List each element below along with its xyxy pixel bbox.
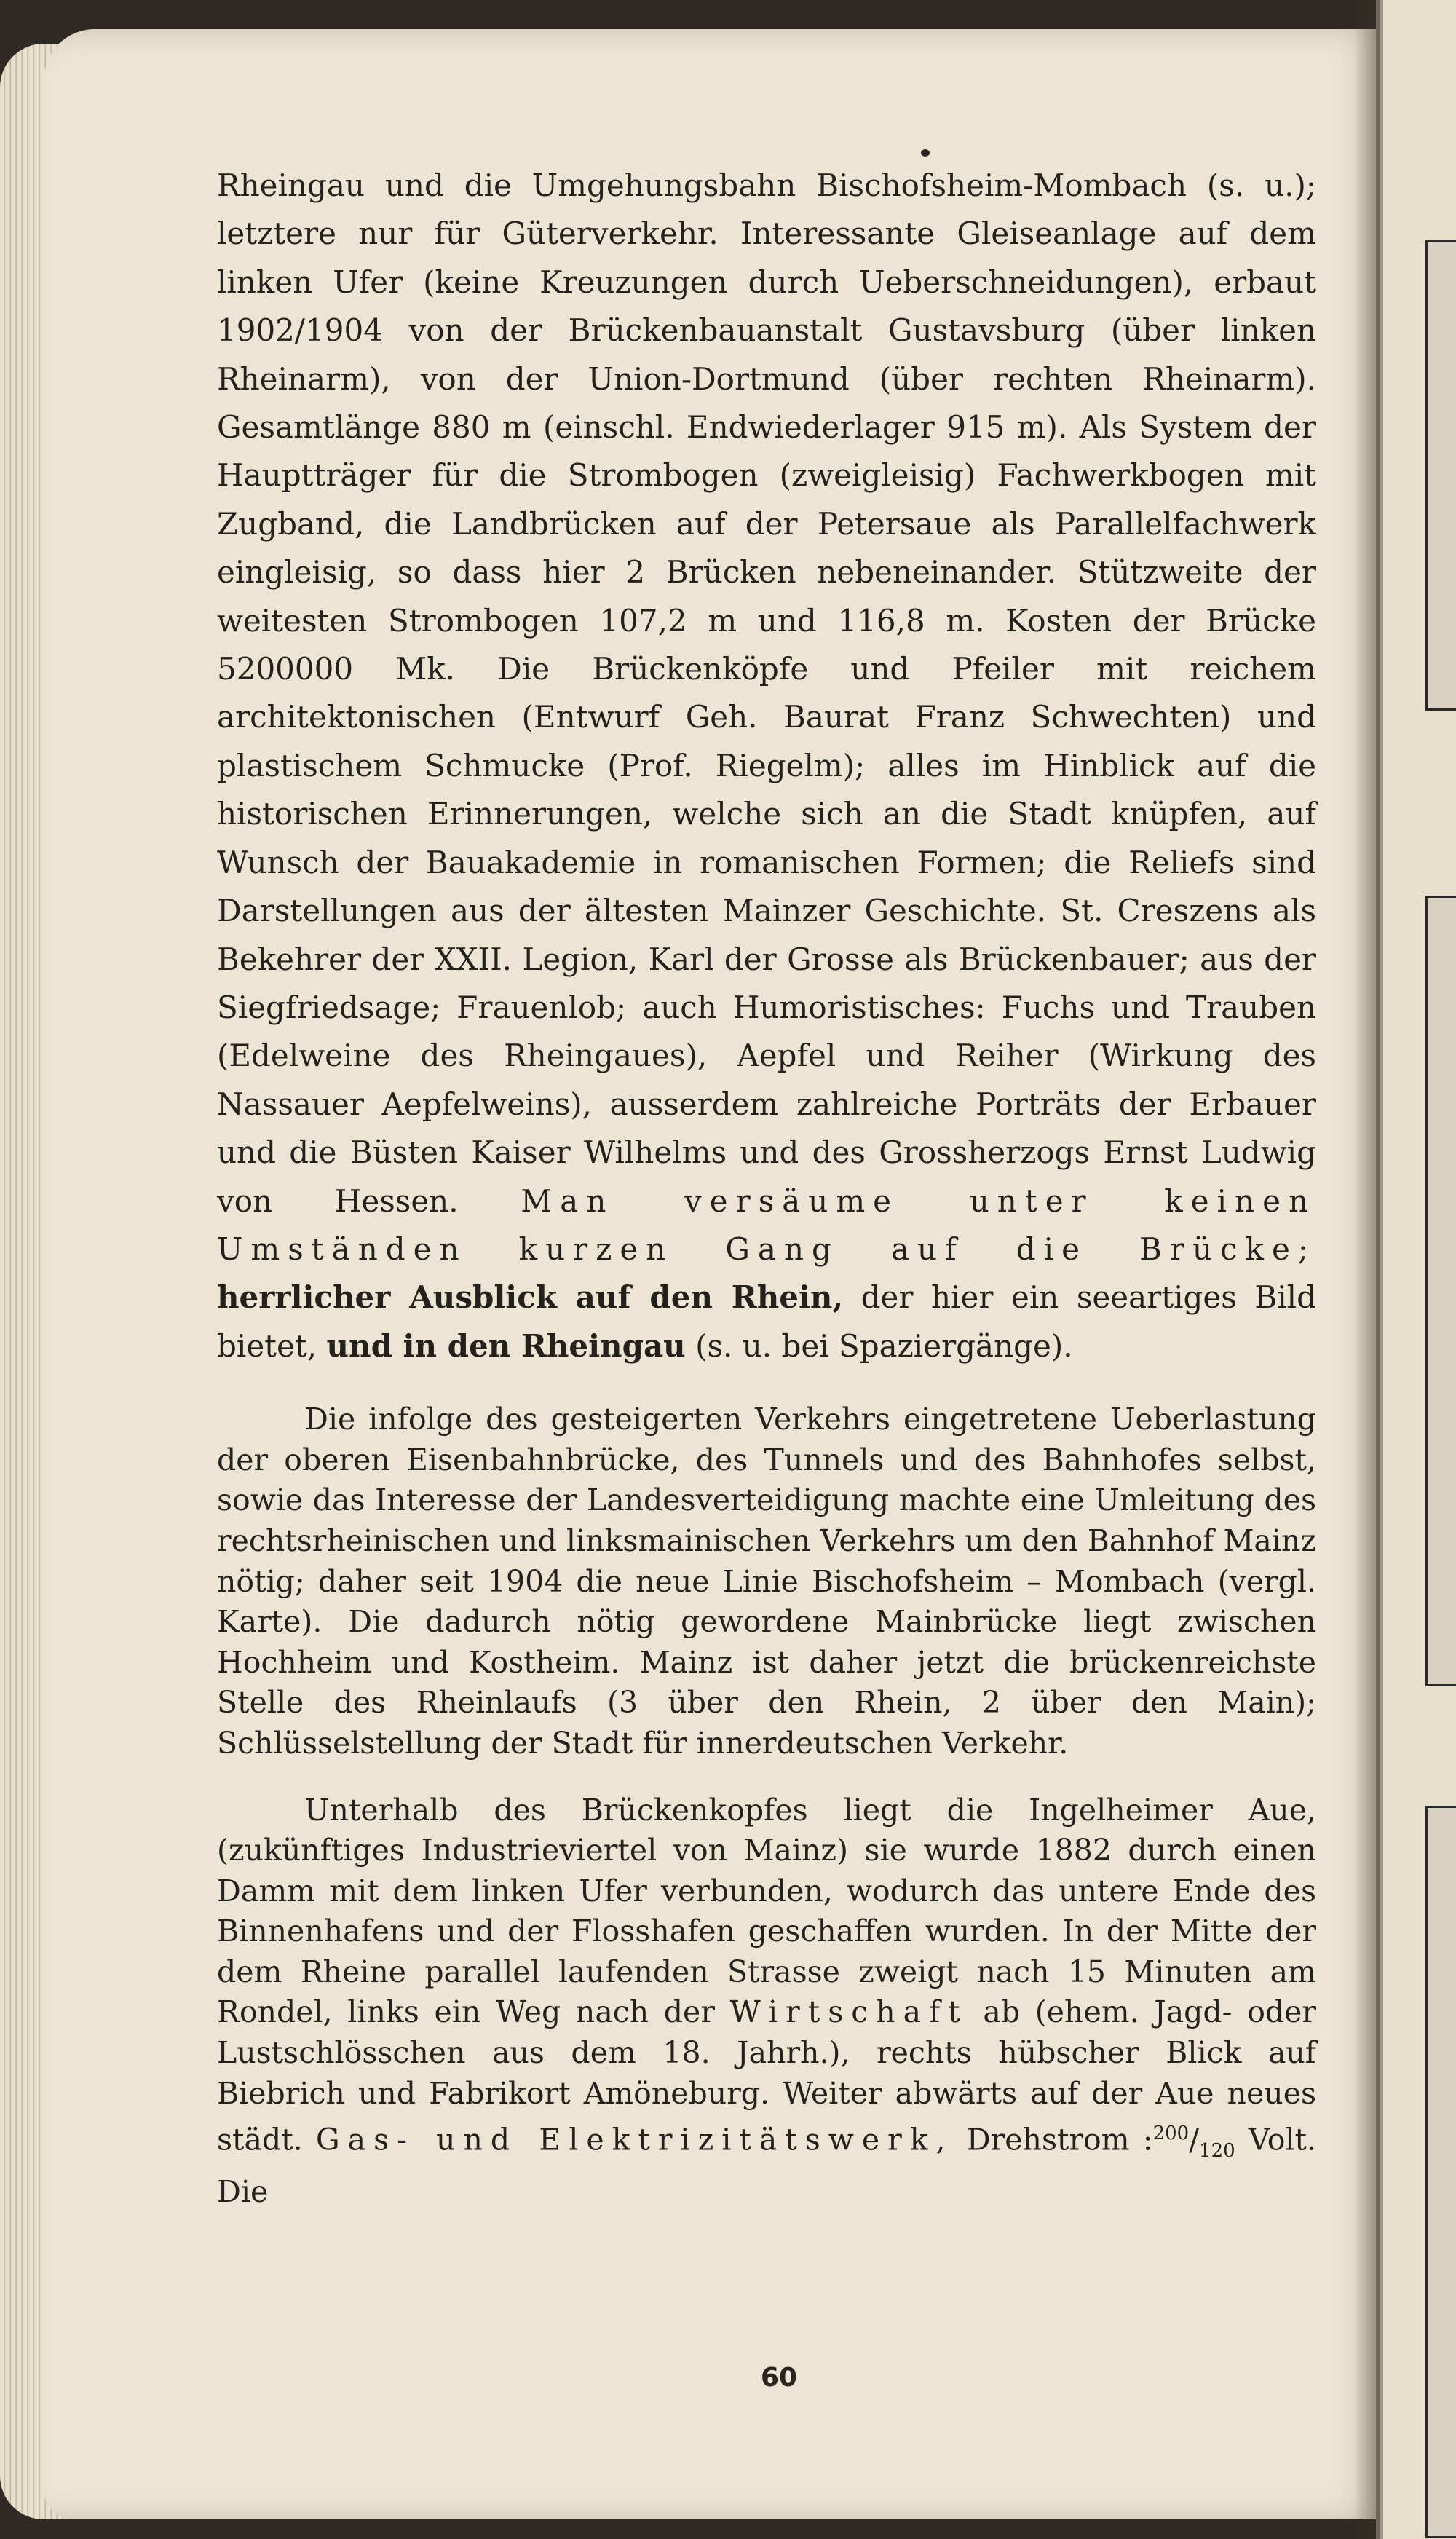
next-page-figure — [1425, 240, 1456, 711]
ink-mark — [921, 149, 930, 157]
spine-shadow — [1354, 0, 1383, 2539]
paragraph: Unterhalb des Brückenkopfes liegt die Ingelheimer Aue, (zukünftiges Industrieviertel von Mainz) sie wurde 1882 durch einen Damm mit dem linken Ufer verbunden, wodurch das untere Ende des Binnenhafens und der Flosshafen geschaffen wurden. In der Mitte der dem Rheine parallel laufenden Strasse zweigt nach 15 Minuten am Rondel, links ein Weg nach der Wirtschaft ab (ehem. Jagd- oder Lustschlösschen aus dem 18. Jahrh.), rechts hübscher Blick auf Biebrich und Fabrikort Amöneburg. Weiter abwärts auf der Aue neues städt. Gas- und Elektrizitätswerk, Drehstrom $:^{200}/_{120}$ Volt. Die — [217, 1792, 1316, 2209]
paragraph: Rheingau und die Umgehungsbahn Bischofsheim-Mombach (s. u.); letztere nur für Güterverkehr. Interessante Gleiseanlage auf dem linken Ufer (keine Kreuzungen durch Ueberschneidungen), erbaut 1902/1904 von der Brückenbauanstalt Gustavsburg (über linken Rheinarm), von der Union-Dortmund (über rechten Rheinarm). Gesamtlänge 880 m (einschl. Endwiederlager 915 m). Als System der Hauptträger für die Strombogen (zweigleisig) Fachwerkbogen mit Zugband, die Landbrücken auf der Petersaue als Parallelfachwerk eingleisig, so dass hier 2 Brücken nebeneinander. Stützweite der weitesten Strombogen 107,2 m und 116,8 m. Kosten der Brücke 5200000 Mk. Die Brückenköpfe und Pfeiler mit reichem architektonischen (Entwurf Geh. Baurat Franz Schwechten) und plastischem Schmucke (Prof. Riegelm); alles im Hinblick auf die historischen Erinnerungen, welche sich an die Stadt knüpfen, auf Wunsch der Bauakademie in romanischen Formen; die Reliefs sind Darstellungen aus der ältesten Mainzer Geschichte. St. Creszens als Bekehrer der XXII. Legion, Karl der Grosse als Brückenbauer; aus der Siegfriedsage; Frauenlob; auch Humoristisches: Fuchs und Trauben (Edelweine des Rheingaues), Aepfel und Reiher (Wirkung des Nassauer Aepfelweins), ausserdem zahlreiche Porträts der Erbauer und die Büsten Kaiser Wilhelms und des Grossherzogs Ernst Ludwig von Hessen. Man versäume unter keinen Umständen kurzen Gang auf die Brücke; herrlicher Ausblick auf den Rhein, der hier ein seeartiges Bild bietet, und in den Rheingau (s. u. bei Spaziergänge). — [217, 167, 1316, 1364]
paragraph: Die infolge des gesteigerten Verkehrs eingetretene Ueberlastung der oberen Eisenbahnbrücke, des Tunnels und des Bahnhofes selbst, sowie das Interesse der Landesverteidigung machte eine Umleitung des rechtsrheinischen und linksmainischen Verkehrs um den Bahnhof Mainz nötig; daher seit 1904 die neue Linie Bischofsheim – Mombach (vergl. Karte). Die dadurch nötig gewordene Mainbrücke liegt zwischen Hochheim und Kostheim. Mainz ist daher jetzt die brückenreichste Stelle des Rheinlaufs (3 über den Rhein, 2 über den Main); Schlüsselstellung der Stadt für innerdeutschen Verkehr. — [217, 1402, 1316, 1761]
body-text — [217, 162, 1316, 2212]
next-page-figure — [1425, 896, 1456, 1686]
next-page-figure — [1425, 1806, 1456, 2538]
page-number: 60 — [760, 2363, 798, 2393]
